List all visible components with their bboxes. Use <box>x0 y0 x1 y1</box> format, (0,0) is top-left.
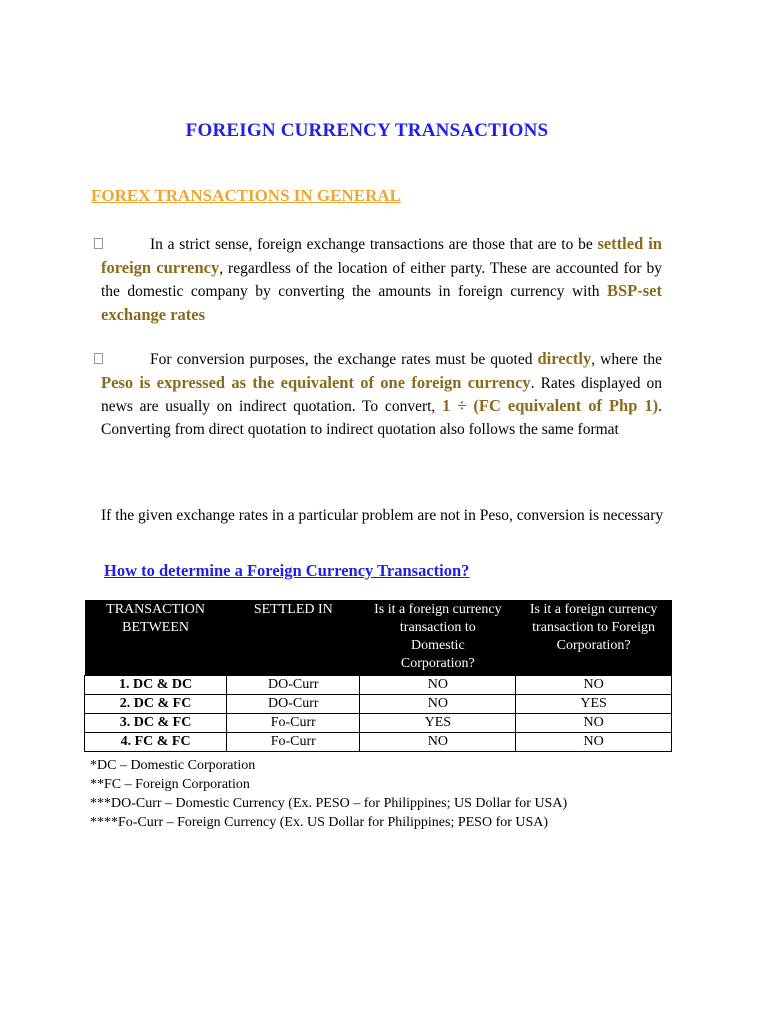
header-transaction-between: TRANSACTION BETWEEN <box>85 600 227 676</box>
table-header-row <box>85 600 672 676</box>
header-fc-foreign: Is it a foreign currency transaction to Foreign Corporation? <box>516 600 672 676</box>
para1-highlight-bsp: BSP-set exchange rates <box>101 281 662 324</box>
para2-text-1: For conversion purposes, the exchange rates must be quoted <box>150 351 533 368</box>
para2-text-2: , where the <box>591 351 662 368</box>
header-fc-domestic: Is it a foreign currency transaction to Domestic Corporation? <box>360 600 516 676</box>
table-row <box>85 733 672 752</box>
footnote-fo-curr: ****Fo-Curr – Foreign Currency (Ex. US Dollar for Philippines; PESO for USA) <box>90 815 549 830</box>
para2-highlight-peso: Peso is expressed as the equivalent of one foreign currency <box>101 372 531 392</box>
cell-settled: Fo-Curr <box>227 714 360 733</box>
paragraph-strict-sense <box>101 233 662 327</box>
cell-transaction: 4. FC & FC <box>85 733 227 752</box>
cell-settled: Fo-Curr <box>227 733 360 752</box>
table-footnotes <box>90 756 567 832</box>
footnote-do-curr: ***DO-Curr – Domestic Currency (Ex. PESO – for Philippines; US Dollar for USA) <box>90 796 568 811</box>
section-heading: FOREX TRANSACTIONS IN GENERAL <box>91 186 401 205</box>
footnote-dc: *DC – Domestic Corporation <box>90 758 256 773</box>
para2-text-3: . Rates displayed on news are usually on indirect quotation. To convert, <box>101 374 663 415</box>
cell-settled: DO-Curr <box>227 695 360 714</box>
paragraph-conversion-necessary: If the given exchange rates in a particular problem are not in Peso, conversion is necessary <box>101 507 664 524</box>
cell-fc-domestic: NO <box>360 733 516 752</box>
cell-fc-foreign: NO <box>516 733 672 752</box>
para1-highlight-settled: settled in foreign currency <box>101 234 662 277</box>
cell-settled: DO-Curr <box>227 676 360 695</box>
para1-text-1: In a strict sense, foreign exchange transactions are those that are to be <box>150 236 593 253</box>
cell-fc-foreign: YES <box>516 695 672 714</box>
paragraph-conversion <box>101 348 662 441</box>
cell-fc-domestic: NO <box>360 695 516 714</box>
cell-transaction: 1. DC & DC <box>85 676 227 695</box>
cell-transaction: 3. DC & FC <box>85 714 227 733</box>
footnote-fc: **FC – Foreign Corporation <box>90 777 250 792</box>
header-settled-in: SETTLED IN <box>227 600 360 676</box>
table-row <box>85 695 672 714</box>
cell-fc-foreign: NO <box>516 676 672 695</box>
para2-highlight-directly: directly <box>537 349 592 368</box>
subheading-determine: How to determine a Foreign Currency Transaction? <box>104 561 470 580</box>
para1-text-2: , regardless of the location of either party. These are accounted for by the domestic company by converting the amounts in foreign currency with <box>101 259 662 300</box>
currency-transaction-table <box>84 600 672 752</box>
table-row <box>85 714 672 733</box>
cell-transaction: 2. DC & FC <box>85 695 227 714</box>
cell-fc-foreign: NO <box>516 714 672 733</box>
para2-highlight-formula: 1 ÷ (FC equivalent of Php 1) <box>442 396 659 415</box>
para2-text-4: . Converting from direct quotation to indirect quotation also follows the same format <box>101 398 663 438</box>
table-row <box>85 676 672 695</box>
cell-fc-domestic: YES <box>360 714 516 733</box>
page-title: FOREIGN CURRENCY TRANSACTIONS <box>185 120 549 141</box>
cell-fc-domestic: NO <box>360 676 516 695</box>
